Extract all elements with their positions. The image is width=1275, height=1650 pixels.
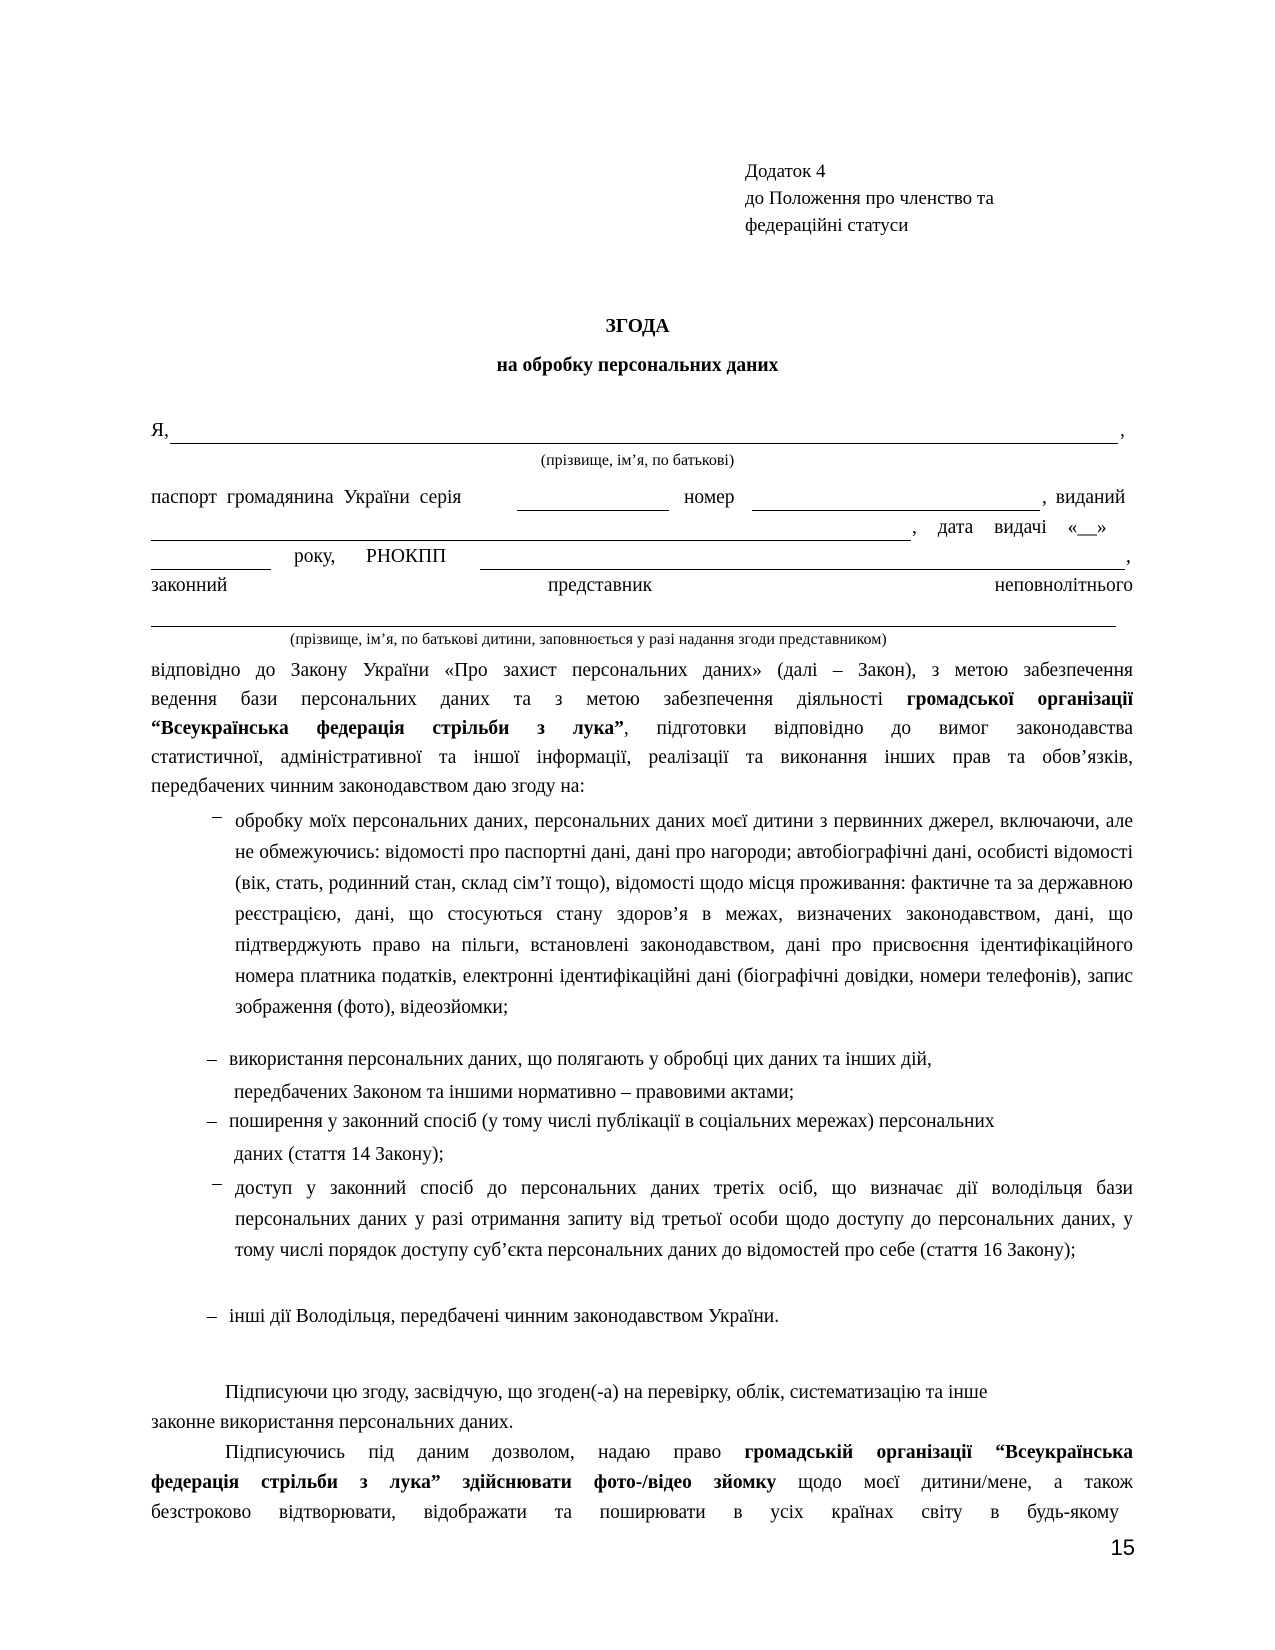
appendix-line: федераційні статуси bbox=[745, 215, 909, 236]
rnokpp-label: РНОКПП bbox=[366, 546, 447, 567]
year-label: року, bbox=[294, 546, 336, 567]
sign-line: Підписуючи цю згоду, засвідчую, що згоден(-а) на перевірку, облік, систематизацію та інше bbox=[225, 1382, 988, 1403]
intro-line: “Всеукраїнська федерація стрільби з лука”, підготовки відповідно до вимог законодавства bbox=[151, 718, 1133, 739]
child-name-field[interactable] bbox=[151, 626, 1116, 627]
intro-line: статистичної, адміністративної та іншої інформації, реалізації та виконання інших прав та обов’язків, bbox=[151, 747, 1133, 768]
dash: – bbox=[212, 806, 222, 827]
passport-label: паспорт громадянина України серія bbox=[151, 487, 462, 508]
dash: – bbox=[212, 1173, 222, 1194]
sign-line: законне використання персональних даних. bbox=[151, 1412, 514, 1433]
issued-by-field[interactable] bbox=[151, 540, 911, 541]
legal-word: законний bbox=[151, 575, 228, 596]
dash: – bbox=[207, 1111, 217, 1132]
number-label: номер bbox=[684, 487, 735, 508]
intro-line: передбачених чинним законодавством даю згоду на: bbox=[151, 776, 585, 797]
consent-item-text: інші дії Володільця, передбачені чинним законодавством України. bbox=[229, 1306, 780, 1327]
full-name-field[interactable] bbox=[170, 443, 1118, 444]
i-label: Я, bbox=[151, 420, 169, 441]
dash: – bbox=[207, 1306, 217, 1327]
passport-number-field[interactable] bbox=[752, 510, 1040, 511]
document-title: ЗГОДА bbox=[605, 316, 670, 337]
issue-year-field[interactable] bbox=[151, 569, 271, 570]
name-hint: (прізвище, ім’я, по батькові) bbox=[540, 452, 735, 469]
passport-series-field[interactable] bbox=[517, 510, 669, 511]
consent-item-text: використання персональних даних, що полягають у обробці цих даних та інших дій, bbox=[229, 1049, 932, 1070]
intro-line: ведення бази персональних даних та з метою забезпечення діяльності громадської організації bbox=[151, 689, 1133, 710]
sign-line: федерація стрільби з лука” здійснювати фото-/відео зйомку щодо моєї дитини/мене, а також bbox=[151, 1472, 1134, 1493]
rnokpp-field[interactable] bbox=[480, 569, 1125, 570]
consent-item-text: передбачених Законом та іншими нормативно – правовими актами; bbox=[234, 1082, 795, 1103]
appendix-line: до Положення про членство та bbox=[745, 188, 994, 209]
consent-item-text: доступ у законний спосіб до персональних даних третіх осіб, що визначає дії володільця бази персональних даних у разі отримання запиту від третьої особи щодо доступу до персональних даних, у тому числі порядок доступу суб’єкта персональних даних до відомостей про себе (стаття 16 Закону); bbox=[235, 1178, 1133, 1261]
consent-item-text: поширення у законний спосіб (у тому числі публікації в соціальних мережах) персональних bbox=[229, 1111, 995, 1132]
intro-line: відповідно до Закону України «Про захист персональних даних» (далі – Закон), з метою забезпечення bbox=[151, 660, 1133, 681]
consent-item-text: даних (стаття 14 Закону); bbox=[234, 1144, 444, 1165]
consent-item-text: обробку моїх персональних даних, персональних даних моєї дитини з первинних джерел, включаючи, але не обмежуючись: відомості про паспортні дані, дані про нагороди; автобіографічні дані, особисті відомості (вік, стать, родинний стан, склад сім’ї тощо), відомості щодо місця проживання: фактичне та за державною реєстрацією, дані, що стосуються стану здоров’я в межах, визначених законодавством, дані, що підтверджують право на пільги, встановлені законодавством, дані про присвоєння ідентифікаційного номера платника податків, електронні ідентифікаційні дані (біографічні довідки, номери телефонів), запис зображення (фото), відеозйомки; bbox=[235, 811, 1133, 1018]
comma: , bbox=[1120, 420, 1125, 441]
sign-line: Підписуючись під даним дозволом, надаю право громадській організації “Всеукраїнська bbox=[225, 1442, 1133, 1463]
issued-label: , виданий bbox=[1042, 487, 1126, 508]
document-subtitle: на обробку персональних даних bbox=[496, 355, 779, 376]
comma: , bbox=[1126, 546, 1131, 567]
dash: – bbox=[207, 1049, 217, 1070]
sign-line: безстроково відтворювати, відображати та поширювати в усіх країнах світу в будь-якому bbox=[151, 1502, 1119, 1523]
issue-date-label: , дата видачі «__» bbox=[912, 517, 1107, 538]
appendix-note bbox=[745, 158, 994, 239]
appendix-line: Додаток 4 bbox=[745, 161, 826, 182]
representative-word: представник bbox=[548, 575, 653, 596]
child-hint: (прізвище, ім’я, по батькові дитини, заповнюється у разі надання згоди представником) bbox=[290, 631, 887, 648]
minor-word: неповнолітнього bbox=[994, 575, 1133, 596]
page-number: 15 bbox=[1110, 1535, 1135, 1560]
